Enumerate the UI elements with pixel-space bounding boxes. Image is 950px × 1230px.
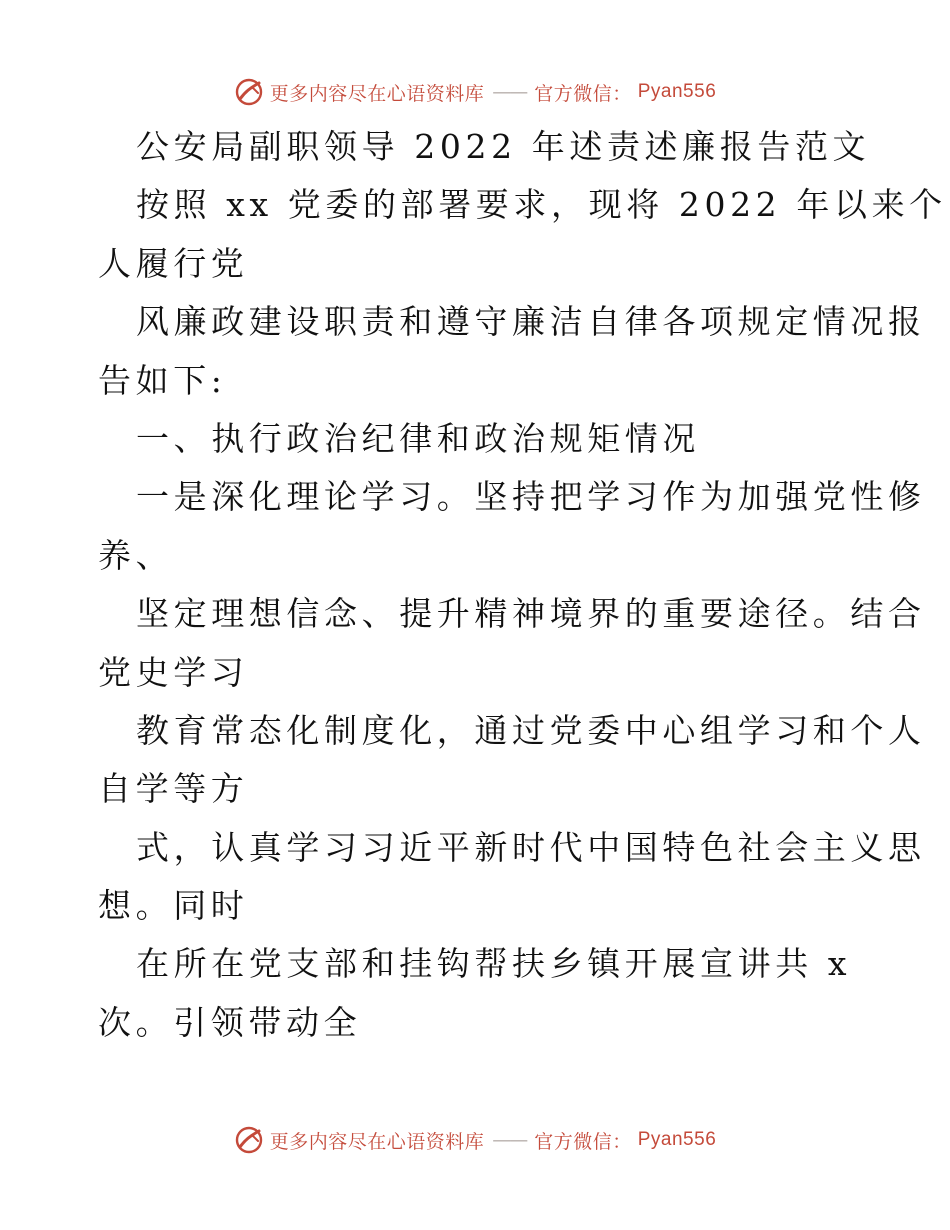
document-title: 公安局副职领导 2022 年述责述廉报告范文: [136, 127, 871, 166]
watermark-text: 更多内容尽在心语资料库: [269, 82, 485, 105]
paragraph-line: 在所在党支部和挂钩帮扶乡镇开展宣讲共 x: [136, 944, 852, 984]
paragraph-line: 次。引领带动全: [98, 1002, 362, 1042]
paragraph-line: 一是深化理论学习。坚持把学习作为加强党性修: [136, 477, 926, 517]
paragraph-line: 坚定理想信念、提升精神境界的重要途径。结合: [136, 594, 926, 634]
watermark-separator: ——: [492, 1129, 527, 1151]
footer-watermark: [0, 1120, 950, 1160]
header-watermark: [0, 72, 950, 112]
watermark-wechat-id: Pyan556: [637, 81, 717, 102]
watermark-wechat-id: Pyan556: [637, 1129, 717, 1150]
paragraph-line: 告如下:: [98, 360, 227, 400]
watermark-content: [234, 1125, 717, 1155]
section-heading: 一、执行政治纪律和政治规矩情况: [136, 418, 700, 458]
paragraph-line: 式，认真学习习近平新时代中国特色社会主义思: [136, 827, 926, 867]
pen-logo-icon: [234, 1125, 264, 1155]
paragraph-line: 风廉政建设职责和遵守廉洁自律各项规定情况报: [136, 302, 926, 342]
paragraph-line: 按照 xx 党委的部署要求，现将 2022 年以来个: [136, 185, 947, 225]
document-body: [98, 118, 947, 1052]
watermark-wechat-label: 官方微信：: [534, 82, 632, 105]
watermark-content: [234, 77, 717, 107]
paragraph-line: 党史学习: [98, 652, 249, 692]
watermark-text: 更多内容尽在心语资料库: [269, 1130, 485, 1153]
paragraph-line: 人履行党: [98, 243, 249, 283]
paragraph-line: 教育常态化制度化，通过党委中心组学习和个人: [136, 710, 926, 750]
paragraph-line: 想。同时: [98, 886, 249, 926]
paragraph-line: 养、: [98, 535, 174, 575]
watermark-wechat-label: 官方微信：: [534, 1130, 632, 1153]
paragraph-line: 自学等方: [98, 769, 249, 809]
pen-logo-icon: [234, 77, 264, 107]
watermark-separator: ——: [492, 81, 527, 103]
